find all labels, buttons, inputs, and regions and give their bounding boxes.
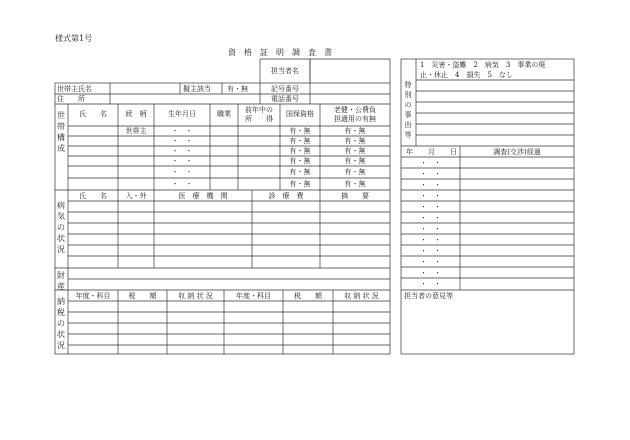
- nozei-col-nendo-2: 年度・科目: [236, 292, 271, 300]
- setainushi-label: 世帯主氏名: [57, 85, 92, 93]
- kosho-date-mark[interactable]: ・ ・: [420, 269, 441, 277]
- nozei-col-shuno-1: 収 納 状 況: [178, 292, 213, 300]
- setai-col-income-bottom: 所 得: [245, 115, 273, 123]
- byoki-col-tekiyo: 摘 要: [341, 192, 369, 200]
- jusho-field[interactable]: [110, 94, 260, 104]
- kosho-date-mark[interactable]: ・ ・: [420, 280, 441, 288]
- zaisan-label: 財産: [57, 271, 65, 291]
- byoki-col-shinryo: 診 療 費: [268, 192, 304, 200]
- setai-col-kokuho: 国保資格: [286, 110, 314, 118]
- kosho-date-mark[interactable]: ・ ・: [420, 258, 441, 266]
- byoki-section-label: 病気の状況: [57, 201, 65, 254]
- kokuho-yumu[interactable]: 有・無: [289, 180, 311, 188]
- kosho-date-mark[interactable]: ・ ・: [420, 236, 441, 244]
- setainushi-field[interactable]: [110, 83, 180, 94]
- kosho-date-mark[interactable]: ・ ・: [420, 225, 441, 233]
- birth-date-mark[interactable]: ・ ・: [171, 168, 193, 176]
- form-title: 資 格 証 明 調 査 書: [228, 48, 332, 57]
- birth-date-mark[interactable]: ・ ・: [171, 147, 193, 155]
- kokuho-yumu[interactable]: 有・無: [289, 147, 311, 155]
- rokenn-yumu[interactable]: 有・無: [344, 180, 366, 188]
- nozei-col-zeigaku-1: 税 額: [128, 292, 157, 300]
- kosho-date-mark[interactable]: ・ ・: [420, 170, 441, 178]
- birth-date-mark[interactable]: ・ ・: [171, 137, 193, 145]
- rokenn-yumu[interactable]: 有・無: [344, 137, 366, 145]
- nozei-col-zeigaku-2: 税 額: [294, 292, 322, 300]
- byoki-col-nyugai: 入・外: [125, 192, 147, 200]
- setai-col-birth: 生年月日: [168, 110, 196, 118]
- birth-date-mark[interactable]: ・ ・: [171, 127, 193, 135]
- kokuho-yumu[interactable]: 有・無: [289, 127, 311, 135]
- byoki-col-iryo: 医 療 機 関: [178, 192, 228, 200]
- setai-col-zokugara: 続 柄: [125, 110, 147, 118]
- rokenn-yumu[interactable]: 有・無: [344, 168, 366, 176]
- rokenn-yumu[interactable]: 有・無: [344, 127, 366, 135]
- nozei-col-shuno-2: 収 納 状 況: [344, 292, 379, 300]
- setai-col-income-top: 前年中の: [245, 106, 273, 114]
- kosho-date-mark[interactable]: ・ ・: [420, 192, 441, 200]
- nozei-col-nendo-1: 年度・科目: [75, 292, 111, 300]
- rokenn-yumu[interactable]: 有・無: [344, 147, 366, 155]
- nozei-section-label: 納税の状況: [57, 297, 65, 350]
- birth-date-mark[interactable]: ・ ・: [171, 180, 193, 188]
- kosho-col-day: 日: [450, 148, 457, 156]
- kosho-col-keika: 調査(交渉)経過: [493, 148, 541, 156]
- tokubetsu-label: 特別の事由等: [404, 81, 412, 139]
- kosho-date-mark[interactable]: ・ ・: [420, 181, 441, 189]
- setai-col-name: 氏 名: [79, 110, 107, 118]
- kosho-col-month: 月: [428, 148, 435, 156]
- birth-date-mark[interactable]: ・ ・: [171, 157, 193, 165]
- kosho-col-year: 年: [406, 148, 413, 156]
- gitei-label: 擬主該当: [183, 85, 211, 93]
- form-number: 様式第1号: [55, 34, 93, 43]
- reasons-line-1[interactable]: 1 災害・盗難 2 病気 3 事業の廃: [420, 61, 546, 69]
- gitei-value[interactable]: 有・無: [227, 85, 248, 93]
- kosho-date-mark[interactable]: ・ ・: [420, 159, 441, 167]
- setai-col-job: 職業: [217, 110, 231, 118]
- first-zokugara: 世帯主: [125, 127, 147, 135]
- iken-field[interactable]: [401, 302, 574, 354]
- byoki-col-name: 氏 名: [79, 192, 107, 200]
- kigo-label: 記号番号: [271, 85, 299, 93]
- jusho-label: 住 所: [57, 95, 85, 103]
- iken-label: 担当者の意見等: [404, 292, 453, 300]
- setai-section-label: 世帯構成: [57, 111, 65, 153]
- kosho-date-mark[interactable]: ・ ・: [420, 247, 441, 255]
- setai-col-rokenn-top: 老健・公費負: [334, 106, 376, 114]
- reasons-line-2[interactable]: 止・休止 4 損失 5 なし: [420, 71, 513, 79]
- kokuho-yumu[interactable]: 有・無: [289, 157, 311, 165]
- kokuho-yumu[interactable]: 有・無: [289, 168, 311, 176]
- denwa-label: 電話番号: [271, 95, 299, 103]
- tanto-label: 担当者名: [271, 67, 299, 75]
- setai-col-rokenn-bottom: 担適用の有無: [334, 115, 376, 123]
- rokenn-yumu[interactable]: 有・無: [344, 157, 366, 165]
- kosho-date-mark[interactable]: ・ ・: [420, 214, 441, 222]
- kosho-date-mark[interactable]: ・ ・: [420, 203, 441, 211]
- kokuho-yumu[interactable]: 有・無: [289, 137, 311, 145]
- tanto-name-field[interactable]: [310, 59, 390, 83]
